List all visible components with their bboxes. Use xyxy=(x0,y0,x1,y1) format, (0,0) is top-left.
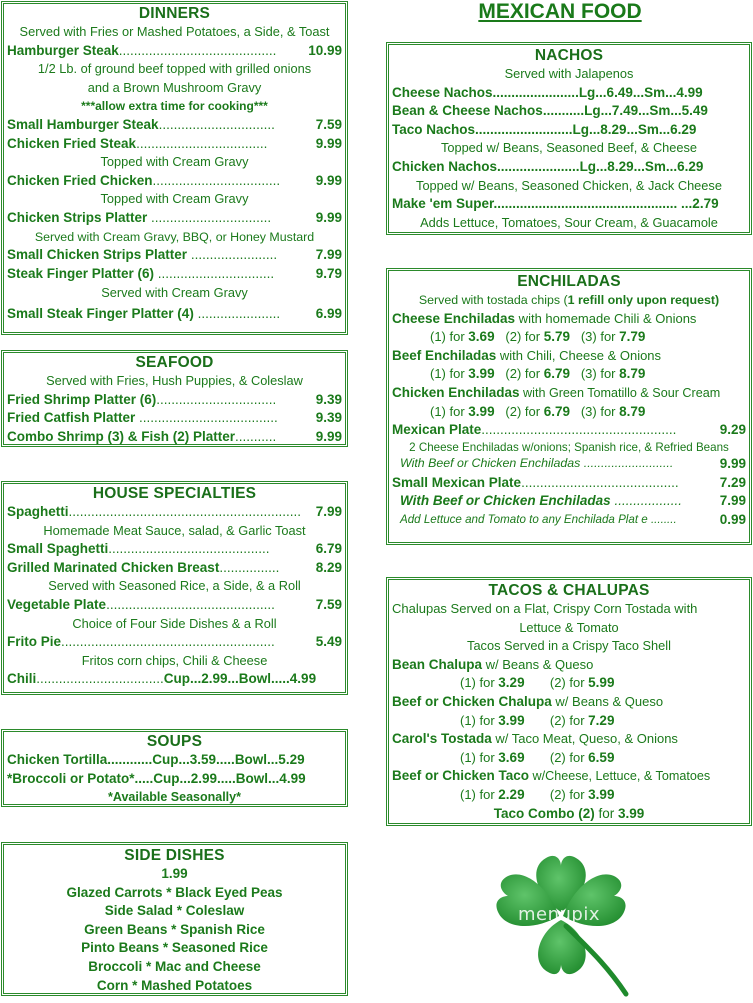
menu-item: Cheese Enchiladas with homemade Chili & Onions xyxy=(392,310,697,326)
menu-item: Add Lettuce and Tomato to any Enchilada Plat e ........ 0.99 xyxy=(400,511,746,527)
menu-item: Chicken Nachos......................Lg...8.29...Sm...6.29 xyxy=(392,158,704,174)
item-desc: Served with Cream Gravy xyxy=(101,285,248,301)
item-desc: Topped with Cream Gravy xyxy=(100,191,249,207)
menu-item: Fried Catfish Platter ..................................... 9.39 xyxy=(7,410,342,426)
menu-item: Small Mexican Plate.......................................... 7.29 xyxy=(392,474,746,490)
menu-item: Bean & Cheese Nachos...........Lg...7.49...Sm...5.49 xyxy=(392,103,708,119)
soups-title: SOUPS xyxy=(146,733,203,750)
item-desc: Fritos corn chips, Chili & Cheese xyxy=(81,652,268,668)
menu-item: Small Spaghetti........................................... 6.79 xyxy=(7,541,342,557)
menu-item: Carol's Tostada w/ Taco Meat, Queso, & Onions xyxy=(392,731,678,747)
menu-item: Bean Chalupa w/ Beans & Queso xyxy=(392,656,594,672)
menu-item: Chicken Fried Steak................................... 9.99 xyxy=(7,135,342,151)
item-desc: Chalupas Served on a Flat, Crispy Corn Tostada with xyxy=(392,601,698,616)
side-line: Broccoli * Mac and Cheese xyxy=(88,958,261,974)
price-line: (1) for 2.29 (2) for 3.99 xyxy=(460,786,615,802)
price-line: (1) for 3.99 (2) for 7.29 xyxy=(460,712,615,728)
item-desc: Lettuce & Tomato xyxy=(519,619,619,635)
dinners-section xyxy=(1,1,348,335)
item-desc: 2 Cheese Enchiladas w/onions; Spanish rice, & Refried Beans xyxy=(409,440,729,454)
price-line: (1) for 3.99 (2) for 6.79 (3) for 8.79 xyxy=(430,366,646,382)
side-line: Green Beans * Spanish Rice xyxy=(84,921,265,937)
price-line: (1) for 3.69 (2) for 5.79 (3) for 7.79 xyxy=(430,329,646,345)
menu-item: Frito Pie......................................................... 5.49 xyxy=(7,634,342,650)
menu-item: Steak Finger Platter (6) ............................... 9.79 xyxy=(7,265,342,281)
menu-item: Beef or Chicken Chalupa w/ Beans & Queso xyxy=(392,693,664,709)
menu-item: Small Hamburger Steak............................... 7.59 xyxy=(7,116,342,132)
enchiladas-title: ENCHILADAS xyxy=(517,273,621,290)
menu-item: Beef Enchiladas with Chili, Cheese & Onions xyxy=(392,347,662,363)
menu-item: Chicken Fried Chicken.................................. 9.99 xyxy=(7,172,342,188)
menu-item: Taco Nachos..........................Lg...8.29...Sm...6.29 xyxy=(392,121,697,137)
dinners-title: DINNERS xyxy=(138,5,211,22)
sides-title: SIDE DISHES xyxy=(124,847,225,864)
enchiladas-section xyxy=(386,268,752,545)
item-desc: 1/2 Lb. of ground beef topped with grilled onions xyxy=(37,61,312,77)
menu-item: Cheese Nachos.......................Lg...6.49...Sm...4.99 xyxy=(392,84,703,100)
item-desc: Topped with Cream Gravy xyxy=(100,154,249,170)
soups-section xyxy=(1,729,348,807)
menu-item: Small Steak Finger Platter (4) ...................... 6.99 xyxy=(7,305,342,321)
menu-item: Make 'em Super................................................. ...2.79 xyxy=(392,196,719,212)
menu-item: Fried Shrimp Platter (6)................................ 9.39 xyxy=(7,391,342,407)
page-title: MEXICAN FOOD xyxy=(478,0,642,23)
nachos-note: Served with Jalapenos xyxy=(504,66,634,81)
item-desc: Choice of Four Side Dishes & a Roll xyxy=(72,615,277,631)
menu-item: With Beef or Chicken Enchiladas .................. 7.99 xyxy=(400,493,746,509)
watermark: menupix xyxy=(518,904,601,925)
menu-item: Beef or Chicken Taco w/Cheese, Lettuce, & Tomatoes xyxy=(392,768,711,784)
nachos-title: NACHOS xyxy=(534,47,604,64)
house-title: HOUSE SPECIALTIES xyxy=(92,485,257,502)
side-line: Side Salad * Coleslaw xyxy=(104,903,245,919)
menu-item: Hamburger Steak.......................................... 10.99 xyxy=(7,42,342,58)
house-specialties-section xyxy=(1,481,348,695)
item-desc: Homemade Meat Sauce, salad, & Garlic Toast xyxy=(43,522,306,538)
menu-item: With Beef or Chicken Enchiladas .......................... 9.99 xyxy=(400,455,746,471)
menu-item: Chicken Strips Platter ................................ 9.99 xyxy=(7,209,342,225)
menu-item: Taco Combo (2) for 3.99 xyxy=(493,805,645,821)
tacos-title: TACOS & CHALUPAS xyxy=(488,582,650,599)
menu-item: Vegetable Plate............................................. 7.59 xyxy=(7,596,342,612)
dinners-note: Served with Fries or Mashed Potatoes, a Side, & Toast xyxy=(19,24,330,39)
side-line: Glazed Carrots * Black Eyed Peas xyxy=(66,884,283,900)
menu-item: Grilled Marinated Chicken Breast................ 8.29 xyxy=(7,559,342,575)
seafood-section xyxy=(1,350,348,447)
item-desc: Served with Cream Gravy, BBQ, or Honey Mustard xyxy=(34,229,315,244)
menu-item: Chicken Enchiladas with Green Tomatillo & Sour Cream xyxy=(392,384,721,400)
menu-item: Chicken Tortilla............Cup...3.59.....Bowl...5.29 xyxy=(7,752,305,767)
menu-item: Combo Shrimp (3) & Fish (2) Platter........... 9.99 xyxy=(7,428,342,444)
side-line: Pinto Beans * Seasoned Rice xyxy=(81,940,268,956)
item-warning: ***allow extra time for cooking*** xyxy=(81,99,268,114)
item-desc: Topped w/ Beans, Seasoned Beef, & Cheese xyxy=(440,140,698,156)
price-line: (1) for 3.69 (2) for 6.59 xyxy=(460,749,615,765)
tacos-section xyxy=(386,577,752,826)
price-line: (1) for 3.29 (2) for 5.99 xyxy=(460,675,615,691)
nachos-section xyxy=(386,42,752,235)
seasonal-note: *Available Seasonally* xyxy=(108,790,241,805)
sides-price: 1.99 xyxy=(161,866,188,881)
price-line: (1) for 3.99 (2) for 6.79 (3) for 8.79 xyxy=(430,403,646,419)
menu-item: Mexican Plate.................................................... 9.29 xyxy=(392,422,746,438)
menu-item: Spaghetti.............................................................. 7.99 xyxy=(7,504,342,519)
seafood-note: Served with Fries, Hush Puppies, & Coleslaw xyxy=(46,373,303,388)
menu-item: *Broccoli or Potato*.....Cup...2.99.....Bowl...4.99 xyxy=(7,770,306,786)
clover-icon xyxy=(466,846,656,998)
menu-item: Small Chicken Strips Platter ....................... 7.99 xyxy=(7,247,342,263)
item-desc: and a Brown Mushroom Gravy xyxy=(87,79,262,95)
item-desc: Served with Seasoned Rice, a Side, & a Roll xyxy=(48,578,301,594)
item-desc: Topped w/ Beans, Seasoned Chicken, & Jack Cheese xyxy=(416,177,722,193)
menu-item: Chili..................................Cup...2.99...Bowl.....4.99 xyxy=(7,671,317,687)
side-dishes-section xyxy=(1,842,348,996)
item-desc: Tacos Served in a Crispy Taco Shell xyxy=(467,638,671,654)
item-desc: Adds Lettuce, Tomatoes, Sour Cream, & Guacamole xyxy=(420,214,718,230)
seafood-title: SEAFOOD xyxy=(135,354,214,371)
side-line: Corn * Mashed Potatoes xyxy=(96,977,253,993)
enchiladas-note: Served with tostada chips (1 refill only upon request) xyxy=(418,293,720,307)
